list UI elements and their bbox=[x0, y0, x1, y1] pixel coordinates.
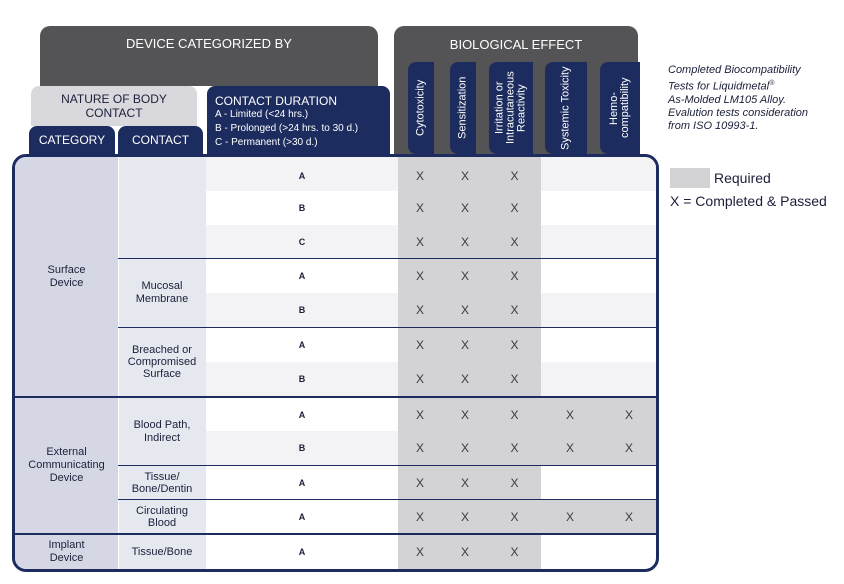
effect-mark-cell: X bbox=[510, 338, 519, 352]
contact-header bbox=[118, 126, 203, 154]
effect-mark-cell bbox=[599, 362, 659, 396]
legend-required-label: Required bbox=[714, 170, 771, 186]
contact-duration-header bbox=[207, 86, 390, 154]
effect-mark-cell: X bbox=[565, 441, 574, 455]
table-row bbox=[15, 362, 659, 396]
duration-cell: C bbox=[298, 237, 306, 247]
table-row bbox=[15, 328, 659, 362]
duration-c-legend: C - Permanent (>30 d.) bbox=[215, 137, 318, 148]
note-registered-mark: ® bbox=[769, 80, 775, 87]
duration-cell: A bbox=[298, 271, 306, 281]
contact-duration-title: CONTACT DURATION bbox=[215, 94, 337, 108]
table-row bbox=[15, 191, 659, 225]
note-line-3: As-Molded LM105 Alloy. bbox=[668, 93, 786, 106]
effect-mark-cell: X bbox=[510, 510, 519, 524]
duration-cell: A bbox=[298, 547, 306, 557]
effect-mark-cell: X bbox=[510, 169, 519, 183]
duration-b-legend: B - Prolonged (>24 hrs. to 30 d.) bbox=[215, 123, 359, 134]
effect-mark-cell bbox=[599, 293, 659, 327]
table-row bbox=[15, 431, 659, 465]
effect-mark-cell: X bbox=[460, 303, 469, 317]
note-line-4: Evalution tests consideration bbox=[668, 106, 809, 119]
table-row bbox=[15, 293, 659, 327]
table-row bbox=[15, 225, 659, 259]
effect-header-hemocompatibility: Hemo-compatibility bbox=[600, 62, 640, 154]
contact-circulating-blood: Circulating Blood bbox=[136, 504, 188, 529]
note-line-2: Tests for Liquidmetal bbox=[668, 80, 770, 93]
contact-tissue-bone-dentin: Tissue/ Bone/Dentin bbox=[131, 470, 193, 495]
effect-mark-cell: X bbox=[624, 408, 633, 422]
effect-mark-cell bbox=[541, 328, 599, 362]
effect-mark-cell: X bbox=[510, 441, 519, 455]
table-row bbox=[15, 535, 659, 569]
effect-mark-cell bbox=[541, 259, 599, 293]
effect-mark-cell: X bbox=[415, 408, 424, 422]
effect-mark-cell: X bbox=[460, 235, 469, 249]
contact-mucosal-membrane: Mucosal Membrane bbox=[135, 280, 189, 305]
effect-mark-cell: X bbox=[415, 303, 424, 317]
effect-mark-cell: X bbox=[510, 372, 519, 386]
effect-mark-cell: X bbox=[460, 201, 469, 215]
table-row bbox=[15, 500, 659, 534]
effect-mark-cell: X bbox=[415, 338, 424, 352]
duration-cell: B bbox=[298, 443, 306, 453]
duration-cell: A bbox=[298, 410, 306, 420]
nature-of-body-contact-label: NATURE OF BODY CONTACT bbox=[61, 92, 167, 120]
effect-header-sensitization: Sensitization bbox=[450, 62, 476, 154]
effect-mark-cell bbox=[599, 159, 659, 193]
effect-mark-cell: X bbox=[460, 510, 469, 524]
category-implant-device: Implant Device bbox=[48, 539, 85, 564]
device-categorized-by-label: DEVICE CATEGORIZED BY bbox=[126, 36, 292, 51]
effect-mark-cell bbox=[541, 535, 599, 569]
effect-mark-cell: X bbox=[415, 269, 424, 283]
effect-mark-cell bbox=[541, 466, 599, 500]
note-line-5: from ISO 10993-1. bbox=[668, 119, 759, 132]
legend-completed-label: X = Completed & Passed bbox=[670, 193, 827, 209]
effect-mark-cell: X bbox=[624, 510, 633, 524]
duration-cell: A bbox=[298, 512, 306, 522]
effect-mark-cell: X bbox=[415, 235, 424, 249]
duration-cell: B bbox=[298, 374, 306, 384]
effect-mark-cell bbox=[599, 328, 659, 362]
effect-mark-cell: X bbox=[460, 338, 469, 352]
effect-mark-cell: X bbox=[415, 201, 424, 215]
category-external-communicating-device: External Communicating Device bbox=[28, 446, 105, 484]
effect-mark-cell: X bbox=[460, 269, 469, 283]
effect-mark-cell bbox=[541, 225, 599, 259]
effect-mark-cell: X bbox=[510, 235, 519, 249]
note-line-1: Completed Biocompatibility bbox=[668, 64, 801, 76]
effect-mark-cell: X bbox=[460, 372, 469, 386]
effect-mark-cell: X bbox=[460, 441, 469, 455]
effect-mark-cell: X bbox=[415, 510, 424, 524]
duration-cell: A bbox=[298, 171, 306, 181]
effect-mark-cell: X bbox=[565, 408, 574, 422]
effect-mark-cell bbox=[599, 191, 659, 225]
biological-effect-label: BIOLOGICAL EFFECT bbox=[449, 37, 583, 52]
effect-mark-cell: X bbox=[510, 201, 519, 215]
effect-mark-cell: X bbox=[415, 476, 424, 490]
effect-mark-cell: X bbox=[415, 169, 424, 183]
effect-mark-cell: X bbox=[460, 476, 469, 490]
effect-mark-cell bbox=[541, 362, 599, 396]
table-body bbox=[12, 154, 659, 572]
effect-header-irritation: Irritation or Intracutaneous Reactivity bbox=[489, 62, 533, 154]
legend-required-swatch bbox=[670, 168, 710, 188]
effect-mark-cell: X bbox=[415, 545, 424, 559]
effect-mark-cell bbox=[599, 466, 659, 500]
effect-header-cytotoxicity: Cytotoxicity bbox=[408, 62, 434, 154]
effect-mark-cell: X bbox=[460, 169, 469, 183]
effect-mark-cell: X bbox=[510, 269, 519, 283]
effect-header-systemic-toxicity: Systemic Toxicity bbox=[545, 62, 587, 154]
effect-mark-cell: X bbox=[510, 476, 519, 490]
table-row bbox=[15, 259, 659, 293]
duration-cell: B bbox=[298, 305, 306, 315]
duration-cell: A bbox=[298, 340, 306, 350]
effect-mark-cell bbox=[599, 535, 659, 569]
effect-mark-cell: X bbox=[510, 303, 519, 317]
effect-mark-cell bbox=[599, 225, 659, 259]
duration-cell: B bbox=[298, 203, 306, 213]
table-row bbox=[15, 466, 659, 500]
duration-a-legend: A - Limited (<24 hrs.) bbox=[215, 109, 309, 120]
table-row bbox=[15, 159, 659, 193]
effect-mark-cell: X bbox=[415, 441, 424, 455]
effect-mark-cell bbox=[541, 159, 599, 193]
test-note bbox=[668, 64, 844, 133]
effect-mark-cell bbox=[541, 191, 599, 225]
effect-mark-cell bbox=[541, 293, 599, 327]
contact-breached-surface: Breached or Compromised Surface bbox=[127, 344, 197, 380]
effect-mark-cell: X bbox=[624, 441, 633, 455]
contact-header-label: CONTACT bbox=[131, 133, 190, 147]
effect-mark-cell: X bbox=[510, 545, 519, 559]
contact-blood-path-indirect: Blood Path, Indirect bbox=[133, 418, 191, 444]
category-header bbox=[29, 126, 115, 154]
effect-mark-cell: X bbox=[415, 372, 424, 386]
table-row bbox=[15, 398, 659, 432]
category-surface-device: Surface Device bbox=[47, 263, 86, 289]
effect-mark-cell: X bbox=[460, 545, 469, 559]
device-categorized-by-header bbox=[40, 26, 378, 86]
effect-mark-cell: X bbox=[565, 510, 574, 524]
nature-of-body-contact-header bbox=[31, 86, 197, 126]
category-header-label: CATEGORY bbox=[38, 133, 106, 147]
effect-mark-cell: X bbox=[510, 408, 519, 422]
contact-tissue-bone: Tissue/Bone bbox=[131, 546, 193, 558]
effect-mark-cell bbox=[599, 259, 659, 293]
effect-mark-cell: X bbox=[460, 408, 469, 422]
duration-cell: A bbox=[298, 478, 306, 488]
